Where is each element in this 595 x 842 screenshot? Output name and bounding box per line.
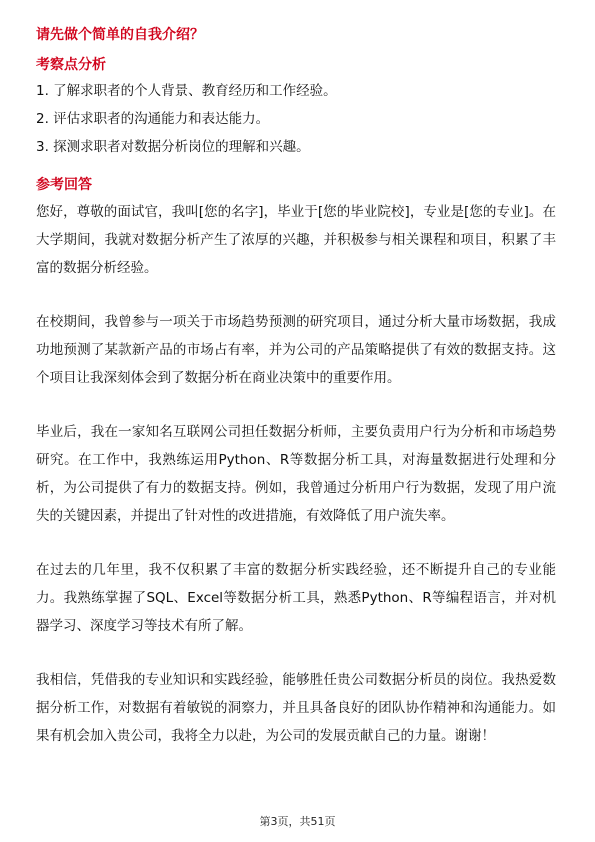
answer-paragraph: 毕业后，我在一家知名互联网公司担任数据分析师，主要负责用户行为分析和市场趋势研究。在工作中，我熟练运用Python、R等数据分析工具，对海量数据进行处理和分析，为公司提供了有力的数据支持。例如，我曾通过分析用户行为数据，发现了用户流失的关键因素，并提出了针对性的改进措施，有效降低了用户流失率。 [36, 424, 556, 524]
page-number: 第3页，共51页 [259, 815, 336, 828]
list-item: 3. 探测求职者对数据分析岗位的理解和兴趣。 [36, 139, 310, 155]
points-list [36, 82, 556, 166]
question-heading: 请先做个简单的自我介绍？ [36, 27, 204, 43]
points-section-title: 考察点分析 [36, 57, 106, 73]
answer-body [36, 198, 556, 776]
answer-paragraph: 在校期间，我曾参与一项关于市场趋势预测的研究项目，通过分析大量市场数据，我成功地预测了某款新产品的市场占有率，并为公司的产品策略提供了有效的数据支持。这个项目让我深刻体会到了数据分析在商业决策中的重要作用。 [36, 314, 556, 386]
list-item: 2. 评估求职者的沟通能力和表达能力。 [36, 111, 270, 127]
answer-paragraph: 在过去的几年里，我不仅积累了丰富的数据分析实践经验，还不断提升自己的专业能力。我熟练掌握了SQL、Excel等数据分析工具，熟悉Python、R等编程语言，并对机器学习、深度学习等技术有所了解。 [36, 562, 556, 634]
answer-paragraph: 我相信，凭借我的专业知识和实践经验，能够胜任贵公司数据分析员的岗位。我热爱数据分析工作，对数据有着敏锐的洞察力，并且具备良好的团队协作精神和沟通能力。如果有机会加入贵公司，我将全力以赴，为公司的发展贡献自己的力量。谢谢！ [36, 672, 556, 744]
answer-section-title: 参考回答 [36, 177, 92, 193]
list-item: 1. 了解求职者的个人背景、教育经历和工作经验。 [36, 83, 337, 99]
answer-paragraph: 您好，尊敬的面试官，我叫[您的名字]，毕业于[您的毕业院校]，专业是[您的专业]。在大学期间，我就对数据分析产生了浓厚的兴趣，并积极参与相关课程和项目，积累了丰富的数据分析经验。 [36, 204, 556, 276]
